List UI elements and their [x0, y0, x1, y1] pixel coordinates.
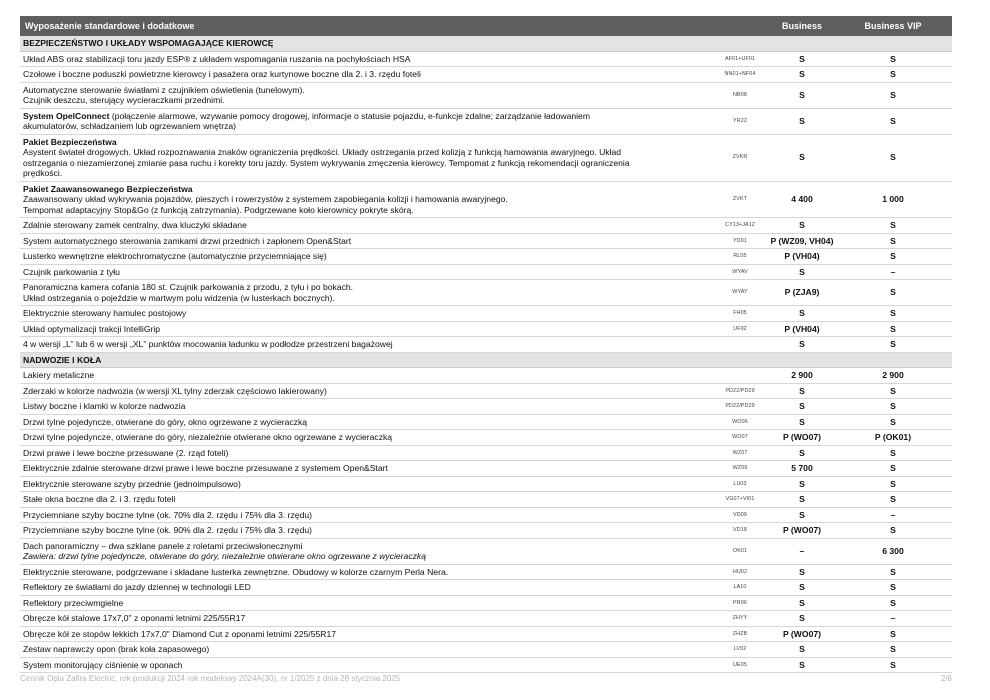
table-row: [20, 627, 952, 643]
row-text: Dach panoramiczny – dwa szklane panele z roletami przeciwsłonecznymi: [23, 540, 303, 551]
value-business: S: [799, 308, 805, 318]
row-text: Układ ABS oraz stabilizacji toru jazdy ESP® z układem wspomagania ruszania na pochyłościach HSA: [23, 53, 411, 64]
value-business-vip: S: [890, 566, 896, 577]
table-row: [20, 368, 952, 384]
value-business-vip: 6 300: [882, 545, 904, 556]
header-business: Business: [781, 21, 823, 31]
option-code: UF02: [733, 325, 747, 332]
option-code: VG07+VI01: [725, 496, 755, 502]
option-code: AF01+UF01: [724, 55, 756, 62]
option-code: LA10: [733, 584, 747, 590]
table-row: [20, 642, 952, 658]
row-description: [20, 596, 710, 611]
row-text: Obręcze kół stalowe 17x7,0" z oponami letnimi 225/55R17: [23, 613, 246, 623]
table-row: [20, 477, 952, 493]
row-text: Zderzaki w kolorze nadwozia (w wersji XL tylny zderzak częściowo lakierowany): [23, 385, 327, 396]
option-code: OK01: [732, 547, 748, 554]
value-business-vip: S: [890, 525, 896, 535]
row-text: Przyciemniane szyby boczne tylne (ok. 70% dla 2. rzędu i 75% dla 3. rzędu): [23, 509, 312, 520]
section-header: [20, 36, 952, 52]
value-business-vip: S: [890, 339, 896, 349]
table-row: [20, 83, 952, 109]
row-description: [20, 135, 710, 181]
row-text: Zestaw naprawczy opon (brak koła zapasowego): [23, 644, 210, 654]
value-business-vip: S: [890, 416, 896, 427]
option-code: WZ07: [732, 449, 748, 456]
value-business: S: [799, 566, 805, 577]
value-business: S: [799, 53, 805, 64]
row-text-line2: Układ ostrzegania o pojeździe w martwym polu widzenia (w lusterkach bocznych).: [23, 292, 335, 303]
value-business-vip: S: [890, 385, 896, 396]
row-description: [20, 477, 710, 492]
value-business-vip: S: [890, 115, 896, 126]
value-business: P (WO07): [782, 432, 822, 442]
value-business-vip: S: [890, 152, 896, 163]
row-text: Stałe okna boczne dla 2. i 3. rzędu foteli: [23, 494, 176, 504]
option-code: YD01: [733, 237, 747, 244]
row-text: Drzwi prawe i lewe boczne przesuwane (2. rząd foteli): [23, 447, 229, 458]
row-text-line2: akumulatorów, schładzaniem lub ogrzewaniem wnętrza): [23, 121, 237, 131]
value-business-vip: 1 000: [882, 194, 904, 204]
section-title: NADWOZIE I KOŁA: [23, 354, 102, 365]
option-code: VD09: [733, 511, 747, 518]
option-code: YR22: [733, 117, 747, 124]
table-row: [20, 280, 952, 306]
row-text: Czujnik parkowania z tyłu: [23, 266, 120, 277]
row-text: System automatycznego sterowania zamkami drzwi przednich i zapłonem Open&Start: [23, 235, 352, 246]
value-business: 5 700: [791, 463, 813, 473]
table-header: [20, 16, 952, 36]
section-header: [20, 353, 952, 369]
row-text: Czołowe i boczne poduszki powietrzne kierowcy i pasażera oraz kurtynowe boczne dla 2. i 3. rzędu foteli: [23, 69, 421, 79]
value-business: P (ZJA9): [784, 287, 820, 298]
table-row: [20, 265, 952, 281]
row-text: 4 w wersji „L” lub 6 w wersji „XL” punktów mocowania ładunku w podłodze przestrzeni bagażowej: [23, 339, 393, 349]
row-text: Panoramiczna kamera cofania 180 st. Czujnik parkowania z przodu, z tyłu i po bokach.: [23, 282, 354, 292]
value-business: S: [799, 385, 805, 396]
value-business-vip: S: [890, 287, 896, 298]
option-code: NB08: [733, 91, 747, 98]
option-code: FH05: [733, 310, 747, 316]
table-row: [20, 565, 952, 581]
row-title: Pakiet Zaawansowanego Bezpieczeństwa: [23, 183, 193, 194]
row-text: Przyciemniane szyby boczne tylne (ok. 90% dla 2. rzędu i 75% dla 3. rzędu): [23, 525, 312, 535]
value-business: S: [799, 447, 805, 458]
value-business: S: [799, 478, 805, 489]
row-text: Obręcze kół ze stopów lekkich 17x7,0" Diamond Cut z oponami letnimi 225/55R17: [23, 628, 337, 639]
option-code: LU03: [733, 480, 747, 487]
row-text: Listwy boczne i klamki w kolorze nadwozia: [23, 401, 186, 411]
value-business: S: [799, 659, 805, 670]
row-description: [20, 539, 710, 564]
value-business: S: [799, 401, 805, 411]
row-description: [20, 265, 710, 280]
value-business-vip: S: [890, 220, 896, 230]
option-code: VD18: [733, 527, 747, 533]
row-description: [20, 658, 710, 673]
table-row: [20, 658, 952, 674]
value-business-vip: S: [890, 494, 896, 504]
row-text-line2: Tempomat adaptacyjny Stop&Go (z funkcją zatrzymania). Podgrzewane koło kierownicy pokryte skórą.: [23, 204, 414, 215]
table-row: [20, 322, 952, 338]
row-description: [20, 182, 710, 218]
row-text: Elektrycznie sterowane, podgrzewane i składane lusterka zewnętrzne. Obudowy w kolorze czarnym Perla Nera.: [23, 566, 449, 577]
value-business-vip: S: [890, 323, 896, 334]
value-business: P (WZ09, VH04): [770, 235, 834, 246]
row-note: Zawiera: drzwi tylne pojedyncze, otwierane do góry, niezależnie otwierane okno ogrzewane z wycieraczką: [23, 551, 426, 561]
value-business: 2 900: [791, 370, 813, 380]
table-row: [20, 337, 952, 353]
table-row: [20, 399, 952, 415]
option-code: PR06: [733, 599, 747, 606]
value-business-vip: S: [890, 53, 896, 64]
row-description: [20, 642, 710, 657]
option-code: ZVKT: [732, 196, 748, 202]
value-business-vip: S: [890, 644, 896, 654]
table-row: [20, 249, 952, 265]
row-description: [20, 461, 710, 476]
value-business-vip: S: [890, 235, 896, 246]
row-description: [20, 627, 710, 642]
value-business-vip: 2 900: [882, 370, 904, 380]
table-row: [20, 384, 952, 400]
row-description: [20, 508, 710, 523]
table-row: [20, 446, 952, 462]
row-description: [20, 492, 710, 507]
row-text: Zaawansowany układ wykrywania pojazdów, pieszych i rowerzystów z systemem zapobiegania kolizji i hamowania awaryjnego.: [23, 194, 508, 204]
row-description: [20, 446, 710, 461]
value-business-vip: S: [890, 659, 896, 670]
row-text: Lusterko wewnętrzne elektrochromatyczne (automatycznie przyciemniające się): [23, 251, 327, 261]
table-row: [20, 415, 952, 431]
value-business-vip: P (OK01): [874, 432, 912, 442]
value-business: S: [799, 509, 805, 520]
value-business-vip: S: [890, 89, 896, 100]
row-text-line2: Czujnik deszczu, sterujący wycieraczkami przednimi.: [23, 95, 225, 105]
option-code: ZHYY: [732, 615, 748, 621]
row-text: System monitorujący ciśnienie w oponach: [23, 659, 183, 670]
value-business: P (WO07): [782, 628, 822, 639]
row-description: [20, 280, 710, 305]
row-text: Zdalnie sterowany zamek centralny, dwa kluczyki składane: [23, 220, 247, 230]
row-text: (połączenie alarmowe, wzywanie pomocy drogowej, informacje o statusie pojazdu, e-funkcje zdalne; zarządzanie ładowaniem: [109, 110, 590, 121]
table-row: [20, 306, 952, 322]
row-text: Reflektory ze światłami do jazdy dziennej w technologii LED: [23, 582, 251, 592]
row-description: [20, 218, 710, 233]
row-text: Elektrycznie sterowany hamulec postojowy: [23, 308, 187, 318]
value-business: S: [799, 582, 805, 592]
value-business: P (VH04): [784, 251, 820, 261]
value-business: S: [799, 152, 805, 163]
value-business: S: [799, 597, 805, 608]
row-description: [20, 611, 710, 626]
row-text: Automatyczne sterowanie światłami z czujnikiem oświetlenia (tunelowym).: [23, 84, 305, 95]
option-code: PD22/PD29: [725, 387, 755, 394]
value-business: S: [799, 613, 805, 623]
row-description: [20, 234, 710, 249]
row-text: Drzwi tylne pojedyncze, otwierane do góry, niezależnie otwierane okno ogrzewane z wycieraczką: [23, 432, 393, 442]
table-row: [20, 218, 952, 234]
value-business-vip: S: [890, 478, 896, 489]
value-business-vip: S: [890, 447, 896, 458]
value-business: –: [799, 545, 805, 556]
value-business-vip: S: [890, 308, 896, 318]
value-business: S: [799, 220, 805, 230]
option-code: CY13+JA12: [725, 222, 755, 228]
value-business: 4 400: [791, 194, 813, 204]
option-code: WO06: [732, 418, 748, 425]
option-code: ZVKR: [732, 154, 748, 161]
row-description: [20, 52, 710, 67]
row-description: [20, 384, 710, 399]
value-business: S: [799, 69, 805, 79]
value-business-vip: –: [890, 509, 896, 520]
row-text: Elektrycznie sterowane szyby przednie (jednoimpulsowo): [23, 478, 241, 489]
value-business-vip: S: [890, 69, 896, 79]
value-business-vip: S: [890, 628, 896, 639]
row-title: System OpelConnect: [23, 110, 110, 121]
row-description: [20, 109, 710, 134]
option-code: [710, 337, 770, 352]
row-text-line3: prędkości.: [23, 168, 63, 178]
header-description: Wyposażenie standardowe i dodatkowe: [25, 21, 195, 31]
option-code: NN01+NF04: [724, 71, 756, 77]
row-text: Asystent świateł drogowych. Układ rozpoznawania znaków ograniczenia prędkości. Układy ostrzegania przed kolizją z funkcją hamowania awaryjnego. Układ: [23, 147, 622, 157]
option-code: WYAY: [732, 289, 748, 296]
table-row: [20, 611, 952, 627]
value-business-vip: S: [890, 597, 896, 608]
table-row: [20, 135, 952, 182]
table-body: [20, 36, 952, 673]
row-description: [20, 565, 710, 580]
row-description: [20, 83, 710, 108]
equipment-table: [20, 16, 952, 673]
value-business: P (WO07): [782, 525, 822, 535]
value-business: S: [799, 416, 805, 427]
row-description: [20, 399, 710, 414]
row-description: [20, 322, 710, 337]
option-code: LV02: [733, 646, 747, 652]
row-description: [20, 523, 710, 538]
row-description: [20, 249, 710, 264]
value-business: S: [799, 266, 805, 277]
option-code: UE05: [733, 661, 747, 668]
row-title: Pakiet Bezpieczeństwa: [23, 136, 117, 147]
option-code: RL05: [733, 253, 747, 259]
row-text: Lakiery metaliczne: [23, 370, 95, 380]
value-business-vip: –: [890, 266, 896, 277]
table-row: [20, 182, 952, 219]
row-description: [20, 67, 710, 82]
row-description: [20, 306, 710, 321]
section-title: BEZPIECZEŃSTWO I UKŁADY WSPOMAGAJĄCE KIEROWCĘ: [23, 38, 274, 48]
value-business-vip: S: [890, 251, 896, 261]
option-code: WYAV: [732, 268, 748, 275]
row-description: [20, 337, 710, 352]
table-row: [20, 461, 952, 477]
table-row: [20, 67, 952, 83]
table-row: [20, 52, 952, 68]
row-text-line2: ostrzegania o niezamierzonej zmianie pasa ruchu i korekty toru jazdy. System wykrywania zmęczenia kierowcy. Tempomat z funkcją rekomendacji ograniczenia: [23, 157, 630, 168]
table-row: [20, 430, 952, 446]
table-row: [20, 596, 952, 612]
value-business: S: [799, 339, 805, 349]
table-row: [20, 508, 952, 524]
option-code: WO07: [732, 434, 748, 440]
option-code: PD22/PD29: [725, 403, 755, 409]
row-description: [20, 368, 710, 383]
value-business: P (VH04): [784, 323, 820, 334]
table-row: [20, 539, 952, 565]
value-business-vip: –: [890, 613, 896, 623]
header-business-vip: Business VIP: [864, 21, 922, 31]
row-text: Drzwi tylne pojedyncze, otwierane do góry, okno ogrzewane z wycieraczką: [23, 416, 308, 427]
table-row: [20, 492, 952, 508]
row-text: Elektrycznie zdalnie sterowane drzwi prawe i lewe boczne przesuwane z systemem Open&Start: [23, 463, 388, 473]
value-business: S: [799, 115, 805, 126]
value-business-vip: S: [890, 401, 896, 411]
option-code: HU02: [732, 568, 748, 575]
table-row: [20, 523, 952, 539]
table-row: [20, 580, 952, 596]
table-row: [20, 234, 952, 250]
footer-note: Cennik Opla Zafira Electric, rok produkcji 2024 rok modelowy 2024A(30), nr 1/2025 z dnia 28 stycznia 2025: [20, 674, 401, 683]
value-business-vip: S: [890, 463, 896, 473]
page-number: 2/6: [940, 674, 952, 683]
value-business: S: [799, 89, 805, 100]
row-text: Reflektory przeciwmgielne: [23, 597, 124, 608]
row-text: Układ optymalizacji trakcji IntelliGrip: [23, 323, 161, 334]
row-description: [20, 430, 710, 445]
option-code: WZ09: [732, 465, 748, 471]
value-business-vip: S: [890, 582, 896, 592]
option-code: [710, 368, 770, 383]
value-business: S: [799, 494, 805, 504]
row-description: [20, 415, 710, 430]
table-row: [20, 109, 952, 135]
option-code: ZHZB: [732, 630, 748, 637]
row-description: [20, 580, 710, 595]
value-business: S: [799, 644, 805, 654]
